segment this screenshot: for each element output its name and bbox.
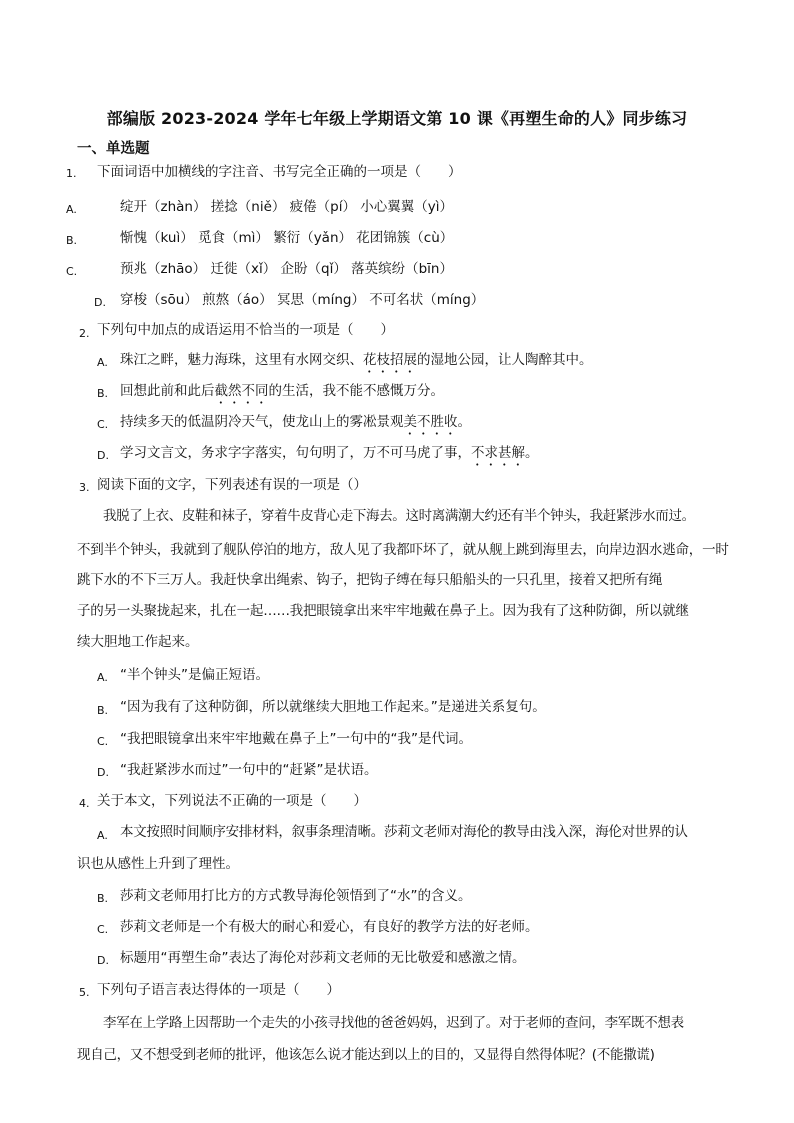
option-text: 标题用“再塑生命”表达了海伦对莎莉文老师的无比敬爱和感激之情。 <box>120 950 526 966</box>
page-title: 部编版 2023-2024 学年七年级上学期语文第 10 课《再塑生命的人》同步练习 <box>106 109 688 128</box>
option-text: “半个钟头”是偏正短语。 <box>120 667 269 683</box>
passage-line: 跳下水的不下三万人。我赶快拿出绳索、钩子，把钩子缚在每只船船头的一只孔里，接着又把所有绳 <box>77 572 663 588</box>
section-heading: 一、单选题 <box>77 141 150 157</box>
passage-line: 续大胆地工作起来。 <box>77 634 199 650</box>
option-label: A. <box>66 203 77 216</box>
question-stem: 阅读下面的文字，下列表述有误的一项是（） <box>97 477 367 493</box>
question-number: 2. <box>79 327 90 340</box>
option-label: C. <box>97 418 109 431</box>
option-label: A. <box>97 671 108 684</box>
marked-idiom: 截然不同 <box>214 383 269 399</box>
option-text-continued: 识也从感性上升到了理性。 <box>77 856 239 872</box>
option-text: “因为我有了这种防御，所以就继续大胆地工作起来。”是递进关系复句。 <box>120 699 546 715</box>
question-number: 3. <box>79 481 90 494</box>
passage-line: 李军在上学路上因帮助一个走失的小孩寻找他的爸爸妈妈，迟到了。对于老师的查问，李军既不想表 <box>103 1015 684 1031</box>
option-text: 莎莉文老师用打比方的方式教导海伦领悟到了“水”的含义。 <box>120 888 472 904</box>
option-text: 持续多天的低温阴冷天气，使龙山上的雾凇景观美不胜收。 <box>120 414 471 430</box>
option-text: 本文按照时间顺序安排材料，叙事条理清晰。莎莉文老师对海伦的教导由浅入深，海伦对世界的认 <box>120 824 688 840</box>
option-text: “我赶紧涉水而过”一句中的“赶紧”是状语。 <box>120 762 378 778</box>
option-label: D. <box>97 766 109 779</box>
marked-idiom: 花枝招展 <box>363 352 417 368</box>
option-text: 绽开（zhàn） 搓捻（niě） 疲倦（pí） 小心翼翼（yì） <box>120 199 454 215</box>
option-text: 珠江之畔，魅力海珠，这里有水网交织、花枝招展的湿地公园，让人陶醉其中。 <box>120 352 593 368</box>
option-text: “我把眼镜拿出来牢牢地戴在鼻子上”一句中的“我”是代词。 <box>120 731 472 747</box>
option-label: C. <box>97 735 109 748</box>
passage-line: 不到半个钟头，我就到了舰队停泊的地方，敌人见了我都吓坏了，就从舰上跳到海里去，向岸边泅水逃命，一时 <box>77 542 729 558</box>
option-text: 学习文言文，务求字字落实，句句明了，万不可马虎了事，不求甚解。 <box>120 445 539 461</box>
option-label: D. <box>97 954 109 967</box>
question-stem: 下列句中加点的成语运用不恰当的一项是（ ） <box>97 322 394 338</box>
question-number: 1. <box>66 167 77 180</box>
option-text: 穿梭（sōu） 煎熬（áo） 冥思（míng） 不可名状（míng） <box>120 292 485 308</box>
option-label: B. <box>97 892 109 905</box>
option-label: B. <box>97 387 109 400</box>
passage-line: 子的另一头聚拢起来，扎在一起……我把眼镜拿出来牢牢地戴在鼻子上。因为我有了这种防御，所以就继 <box>77 603 689 619</box>
question-stem: 下列句子语言表达得体的一项是（ ） <box>97 982 340 998</box>
option-text: 莎莉文老师是一个有极大的耐心和爱心，有良好的教学方法的好老师。 <box>120 919 539 935</box>
marked-idiom: 美不胜收 <box>403 414 458 430</box>
question-number: 5. <box>79 986 90 999</box>
question-stem: 关于本文，下列说法不正确的一项是（ ） <box>97 793 367 809</box>
marked-idiom: 不求甚解 <box>471 445 525 461</box>
option-label: D. <box>97 449 109 462</box>
option-label: B. <box>66 234 78 247</box>
option-text: 惭愧（kuì） 觅食（mì） 繁衍（yǎn） 花团锦簇（cù） <box>120 230 454 246</box>
option-label: C. <box>66 265 78 278</box>
option-label: B. <box>97 704 109 717</box>
option-label: A. <box>97 356 108 369</box>
option-label: D. <box>94 296 106 309</box>
question-stem: 下面词语中加横线的字注音、书写完全正确的一项是（ ） <box>97 164 462 180</box>
option-label: A. <box>97 829 108 842</box>
option-text: 预兆（zhāo） 迁徙（xǐ） 企盼（qǐ） 落英缤纷（bīn） <box>120 261 453 277</box>
question-number: 4. <box>79 797 90 810</box>
passage-line: 现自己，又不想受到老师的批评，他该怎么说才能达到以上的目的，又显得自然得体呢？(不能撒谎) <box>77 1047 655 1063</box>
option-text: 回想此前和此后截然不同的生活，我不能不感慨万分。 <box>120 383 444 399</box>
passage-line: 我脱了上衣、皮鞋和袜子，穿着牛皮背心走下海去。这时离满潮大约还有半个钟头，我赶紧涉水而过。 <box>103 508 695 524</box>
option-label: C. <box>97 923 109 936</box>
